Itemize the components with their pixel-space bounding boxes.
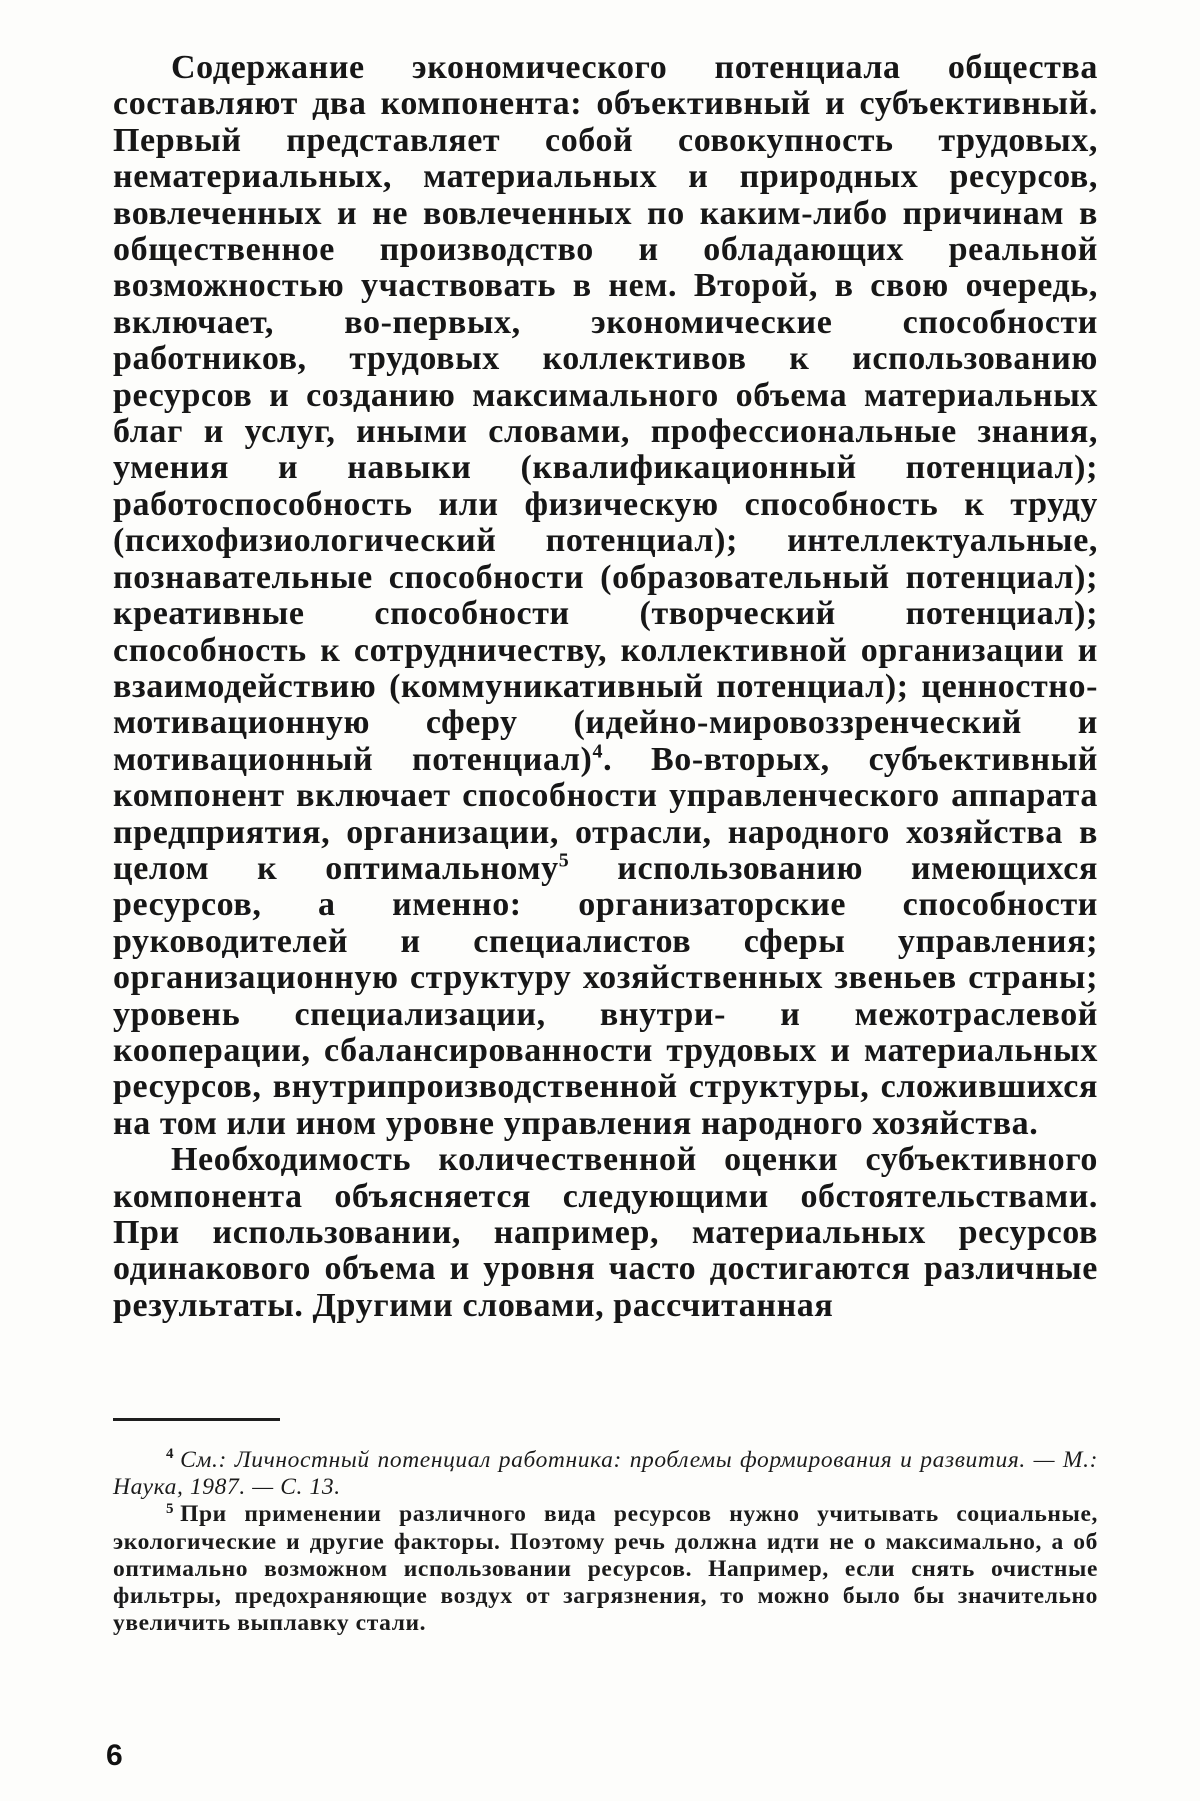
footnote-ref-4: 4 <box>592 740 604 763</box>
footnote-5-mark: 5 <box>166 1500 175 1517</box>
footnote-divider <box>113 1418 280 1421</box>
paragraph-2: Необходимость количественной оценки субъективного компонента объясняется следующими обстоятельствами. При использовании, например, материальных ресурсов одинакового объема и уровня часто достигаются различные результаты. Другими словами, рассчитанная <box>113 1141 1098 1324</box>
main-text <box>113 50 1098 1324</box>
page-number: 6 <box>106 1739 123 1772</box>
footnotes <box>113 1447 1098 1637</box>
paragraph-1-part-3: использованию имеющихся ресурсов, а именно: организаторские способности руководителей и специалистов сферы управления; организационную структуру хозяйственных звеньев страны; уровень специализации, внутри- и межотраслевой кооперации, сбалансированности трудовых и материальных ресурсов, внутрипроизводственной структуры, сложившихся на том или ином уровне управления народного хозяйства. <box>113 849 1098 1142</box>
paragraph-1 <box>113 50 1098 1142</box>
footnote-5 <box>113 1501 1098 1637</box>
footnote-4-title: Личностный потенциал работника: проблемы формирования и развития. — М.: Наука, 1987. — С. 13. <box>113 1447 1098 1501</box>
footnote-4 <box>113 1447 1098 1501</box>
footnote-4-mark: 4 <box>166 1446 175 1463</box>
footnote-5-text: При применении различного вида ресурсов нужно учитывать социальные, экологические и другие факторы. Поэтому речь должна идти не о максимально, а об оптимально возможном использовании ресурсов. Например, если снять очистные фильтры, предохраняющие воздух от загрязнения, то можно было бы значительно увеличить выплавку стали. <box>113 1501 1098 1637</box>
footnote-4-see: См.: <box>180 1447 227 1473</box>
paragraph-1-part-2: . Во-вторых, субъективный компонент включает способности управленческого аппарата предприятия, организации, отрасли, народного хозяйства в целом к оптимальному <box>113 740 1098 887</box>
footnote-ref-5: 5 <box>558 849 570 872</box>
paragraph-1-part-1: Содержание экономического потенциала общества составляют два компонента: объективный и субъективный. Первый представляет собой совокупность трудовых, нематериальных, материальных и природных ресурсов, вовлеченных и не вовлеченных по каким-либо причинам в общественное производство и обладающих реальной возможностью участвовать в нем. Второй, в свою очередь, включает, во-первых, экономические способности работников, трудовых коллективов к использованию ресурсов и созданию максимального объема материальных благ и услуг, иными словами, профессиональные знания, умения и навыки (квалификационный потенциал); работоспособность или физическую способность к труду (психофизиологический потенциал); интеллектуальные, познавательные способности (образовательный потенциал); креативные способности (творческий потенциал); способность к сотрудничеству, коллективной организации и взаимодействию (коммуникативный потенциал); ценностно-мотивационную сферу (идейно-мировоззренческий и мотивационный потенциал) <box>113 49 1098 778</box>
